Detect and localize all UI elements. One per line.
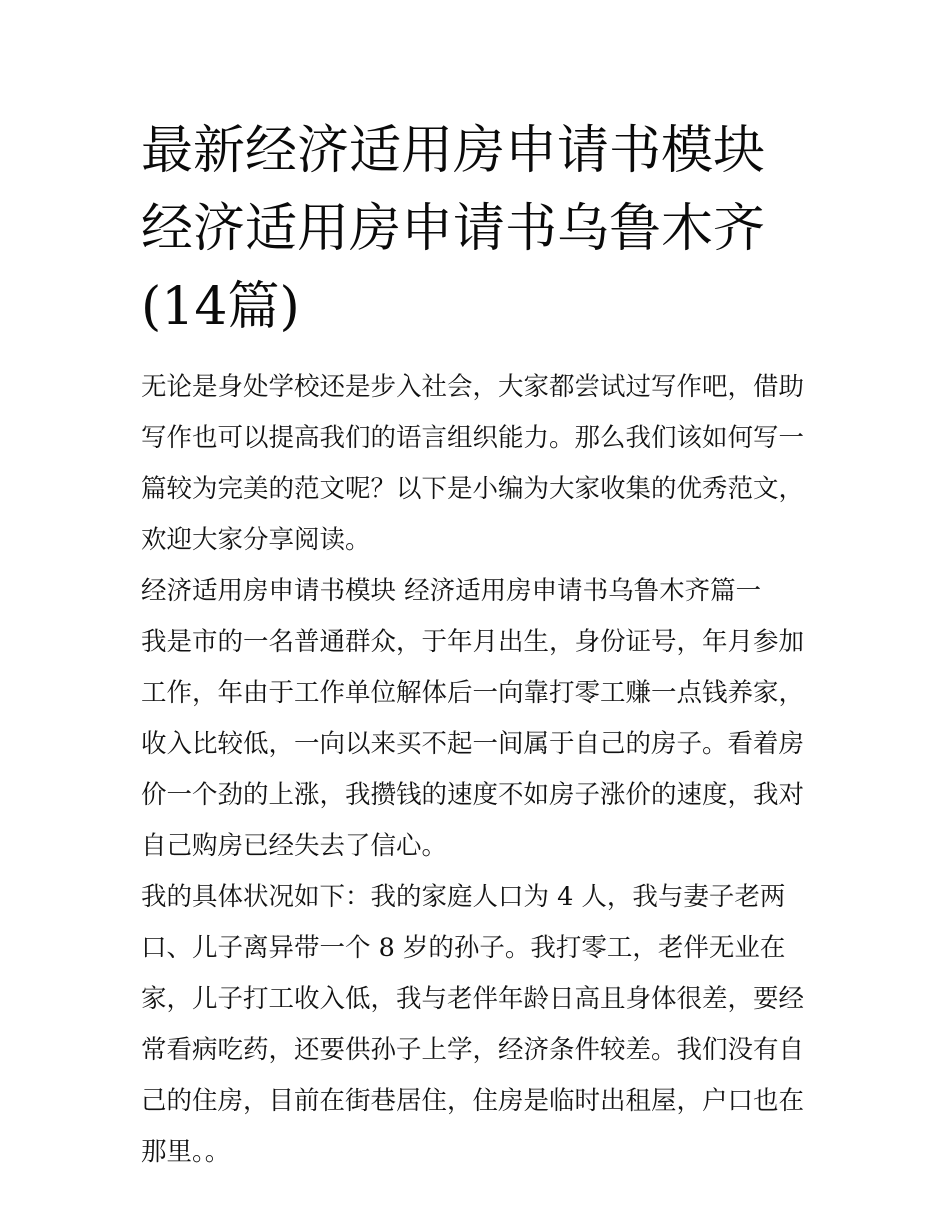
body-paragraph-2: 我的具体状况如下：我的家庭人口为 4 人，我与妻子老两口、儿子离异带一个 8 岁的孙子。我打零工，老伴无业在家，儿子打工收入低，我与老伴年龄日高且身体很差，要经常看病吃药，还要供孙子上学，经济条件较差。我们没有自己的住房，目前在街巷居住，住房是临时出租屋，户口也在那里。。 <box>141 882 805 1167</box>
document-body <box>141 112 813 1178</box>
document-title: 最新经济适用房申请书模块 经济适用房申请书乌鲁木齐(14篇) <box>141 121 766 337</box>
body-paragraph-1: 我是市的一名普通群众，于年月出生，身份证号，年月参加工作，年由于工作单位解体后一向靠打零工赚一点钱养家，收入比较低，一向以来买不起一间属于自己的房子。看着房价一个劲的上涨，我攒钱的速度不如房子涨价的速度，我对自己购房已经失去了信心。 <box>141 627 805 861</box>
intro-paragraph: 无论是身处学校还是步入社会，大家都尝试过写作吧，借助写作也可以提高我们的语言组织能力。那么我们该如何写一篇较为完美的范文呢？以下是小编为大家收集的优秀范文，欢迎大家分享阅读。 <box>141 372 805 555</box>
section-heading: 经济适用房申请书模块 经济适用房申请书乌鲁木齐篇一 <box>141 576 762 606</box>
